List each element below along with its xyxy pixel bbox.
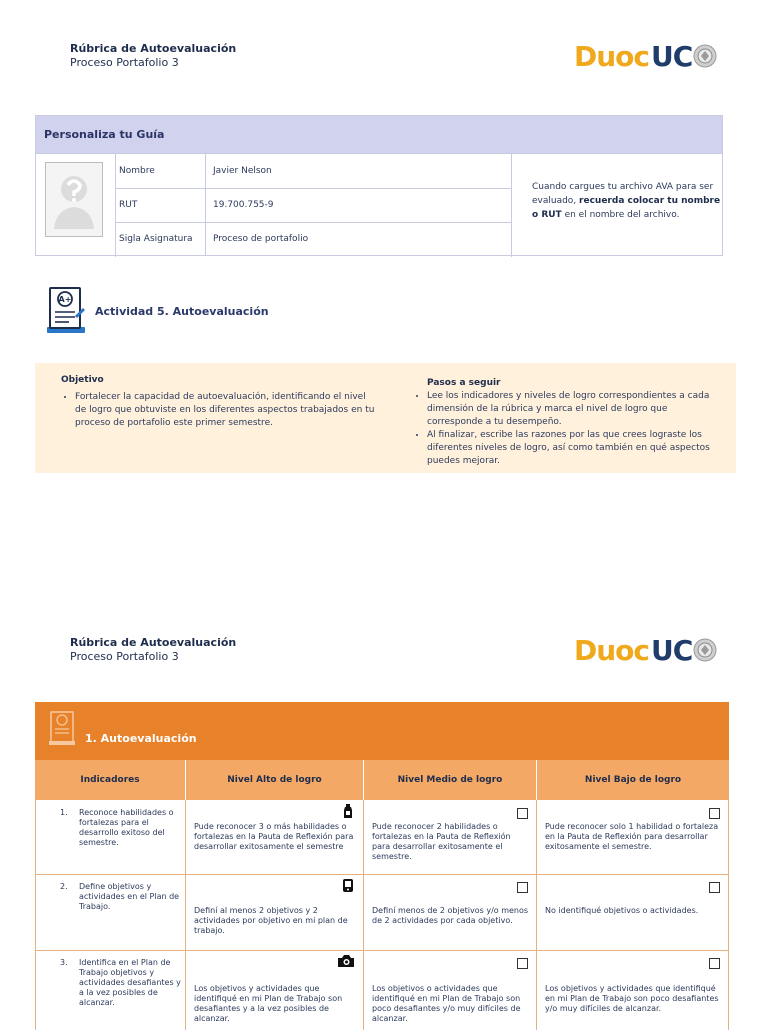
rubric-section-title: 1. Autoevaluación [85,732,197,745]
logo-duoc-text: Duoc [574,633,650,667]
document-subtitle: Proceso Portafolio 3 [70,650,179,663]
student-fields [115,154,512,257]
graded-document-icon [45,286,87,336]
guide-heading: Personaliza tu Guía [36,116,722,154]
indicator-cell [35,874,186,950]
level-checkbox[interactable] [709,808,720,819]
objective-column [61,374,376,430]
activity-title: Actividad 5. Autoevaluación [95,305,269,318]
steps-list [413,390,725,468]
steps-heading: Pasos a seguir [427,378,501,388]
objective-list [61,391,376,430]
level-cell-high [186,950,364,1030]
level-text: Los objetivos y actividades que identifiqué en mi Plan de Trabajo son poco desafiantes y/o muy difíciles de alcanzar. [545,984,719,1013]
rubric-table [35,702,729,1024]
objectives-box [35,363,736,473]
level-cell-low [537,874,729,950]
personalize-guide-box [35,115,723,256]
course-code-field[interactable]: Proceso de portafolio [213,234,309,244]
level-text: Pude reconocer 3 o más habilidades o fortalezas en la Pauta de Reflexión para desarrollar exitosamente el semestre [194,822,354,851]
logo-uc-text: UC [651,633,693,667]
field-row-rut [115,188,511,223]
level-cell-high [186,800,364,874]
level-text: Los objetivos o actividades que identifiqué en mi Plan de Trabajo son poco desafiantes y/o muy difíciles de alcanzar. [372,984,521,1023]
field-row-course [115,222,511,256]
level-cell-medium [364,874,537,950]
indicator-cell [35,800,186,874]
indicator-number: 1. [60,808,68,817]
level-text: Definí al menos 2 objetivos y 2 actividades por objetivo en mi plan de trabajo. [194,906,348,935]
camera-icon[interactable] [337,954,355,968]
level-checkbox[interactable] [517,958,528,969]
rubric-header-row [35,760,729,800]
column-header-medium: Nivel Medio de logro [364,760,537,800]
column-header-high: Nivel Alto de logro [186,760,364,800]
document-title: Rúbrica de Autoevaluación [70,636,237,649]
svg-text:A+: A+ [58,295,72,304]
seal-icon [693,44,717,68]
bottle-icon[interactable] [341,804,355,818]
level-cell-low [537,950,729,1030]
seal-icon [693,638,717,662]
indicator-text: Identifica en el Plan de Trabajo objetivos y actividades desafiantes y a la vez posibles de alcanzar. [79,958,181,1007]
level-text: Pude reconocer 2 habilidades o fortalezas en la Pauta de Reflexión para desarrollar exitosamente el semestre. [372,822,511,861]
list-item: • Lee los indicadores y niveles de logro correspondientes a cada dimensión de la rúbrica y marca el nivel de logro que corresponde a tu desempeño. [427,390,725,429]
column-header-indicators: Indicadores [35,760,186,800]
rubric-banner [35,702,729,760]
steps-column [413,377,725,468]
field-row-name [115,154,511,189]
logo-duoc-text: Duoc [574,39,650,73]
note-text: Cuando cargues tu archivo AVA para ser evaluado, [532,182,714,206]
list-item: • Fortalecer la capacidad de autoevaluación, identificando el nivel de logro que obtuviste en los diferentes aspectos trabajados en tu proceso de portafolio este primer semestre. [75,391,376,430]
page-header [0,39,768,102]
table-row [35,800,729,875]
note-emphasis: recuerda colocar tu nombre o RUT [532,196,721,220]
rut-field[interactable]: 19.700.755-9 [213,200,274,210]
name-field[interactable]: Javier Nelson [213,166,272,176]
column-header-low: Nivel Bajo de logro [584,775,682,785]
indicator-number: 3. [60,958,68,967]
level-text: Pude reconocer solo 1 habilidad o fortaleza en la Pauta de Reflexión para desarrollar exitosamente el semestre. [545,822,719,851]
level-cell-low [537,800,729,874]
avatar[interactable] [45,162,103,237]
level-cell-high [186,874,364,950]
field-label: RUT [119,188,206,222]
document-subtitle: Proceso Portafolio 3 [70,56,179,69]
indicator-cell [35,950,186,1030]
avatar-placeholder-icon [46,163,102,236]
graded-document-icon [48,710,78,746]
level-cell-medium [364,950,537,1030]
level-checkbox[interactable] [517,882,528,893]
level-cell-medium [364,800,537,874]
level-checkbox[interactable] [709,958,720,969]
phone-icon[interactable] [341,878,355,892]
indicator-number: 2. [60,882,68,891]
upload-note [532,180,728,222]
note-text-end: en el nombre del archivo. [561,210,680,220]
page-header-2 [0,633,768,696]
photo-cell [36,154,116,257]
indicator-text: Define objetivos y actividades en el Plan de Trabajo. [79,882,180,911]
document-title: Rúbrica de Autoevaluación [70,42,237,55]
level-checkbox[interactable] [709,882,720,893]
field-label: Nombre [119,154,206,188]
duoc-uc-logo [574,36,717,76]
level-text: No identifiqué objetivos o actividades. [545,906,699,915]
field-label: Sigla Asignatura [119,222,206,256]
objective-heading: Objetivo [61,375,104,385]
duoc-uc-logo [574,630,717,670]
list-item: • Al finalizar, escribe las razones por las que crees lograste los diferentes niveles de logro, así como también en qué aspectos puedes mejorar. [427,429,725,468]
indicator-text: Reconoce habilidades o fortalezas para el desarrollo exitoso del semestre. [79,808,174,847]
table-row [35,950,729,1030]
level-text: Los objetivos y actividades que identifiqué en mi Plan de Trabajo son desafiantes y a la vez posibles de alcanzar. [194,984,343,1023]
logo-uc-text: UC [651,39,693,73]
level-text: Definí menos de 2 objetivos y/o menos de 2 actividades por cada objetivo. [372,906,529,925]
level-checkbox[interactable] [517,808,528,819]
table-row [35,874,729,951]
